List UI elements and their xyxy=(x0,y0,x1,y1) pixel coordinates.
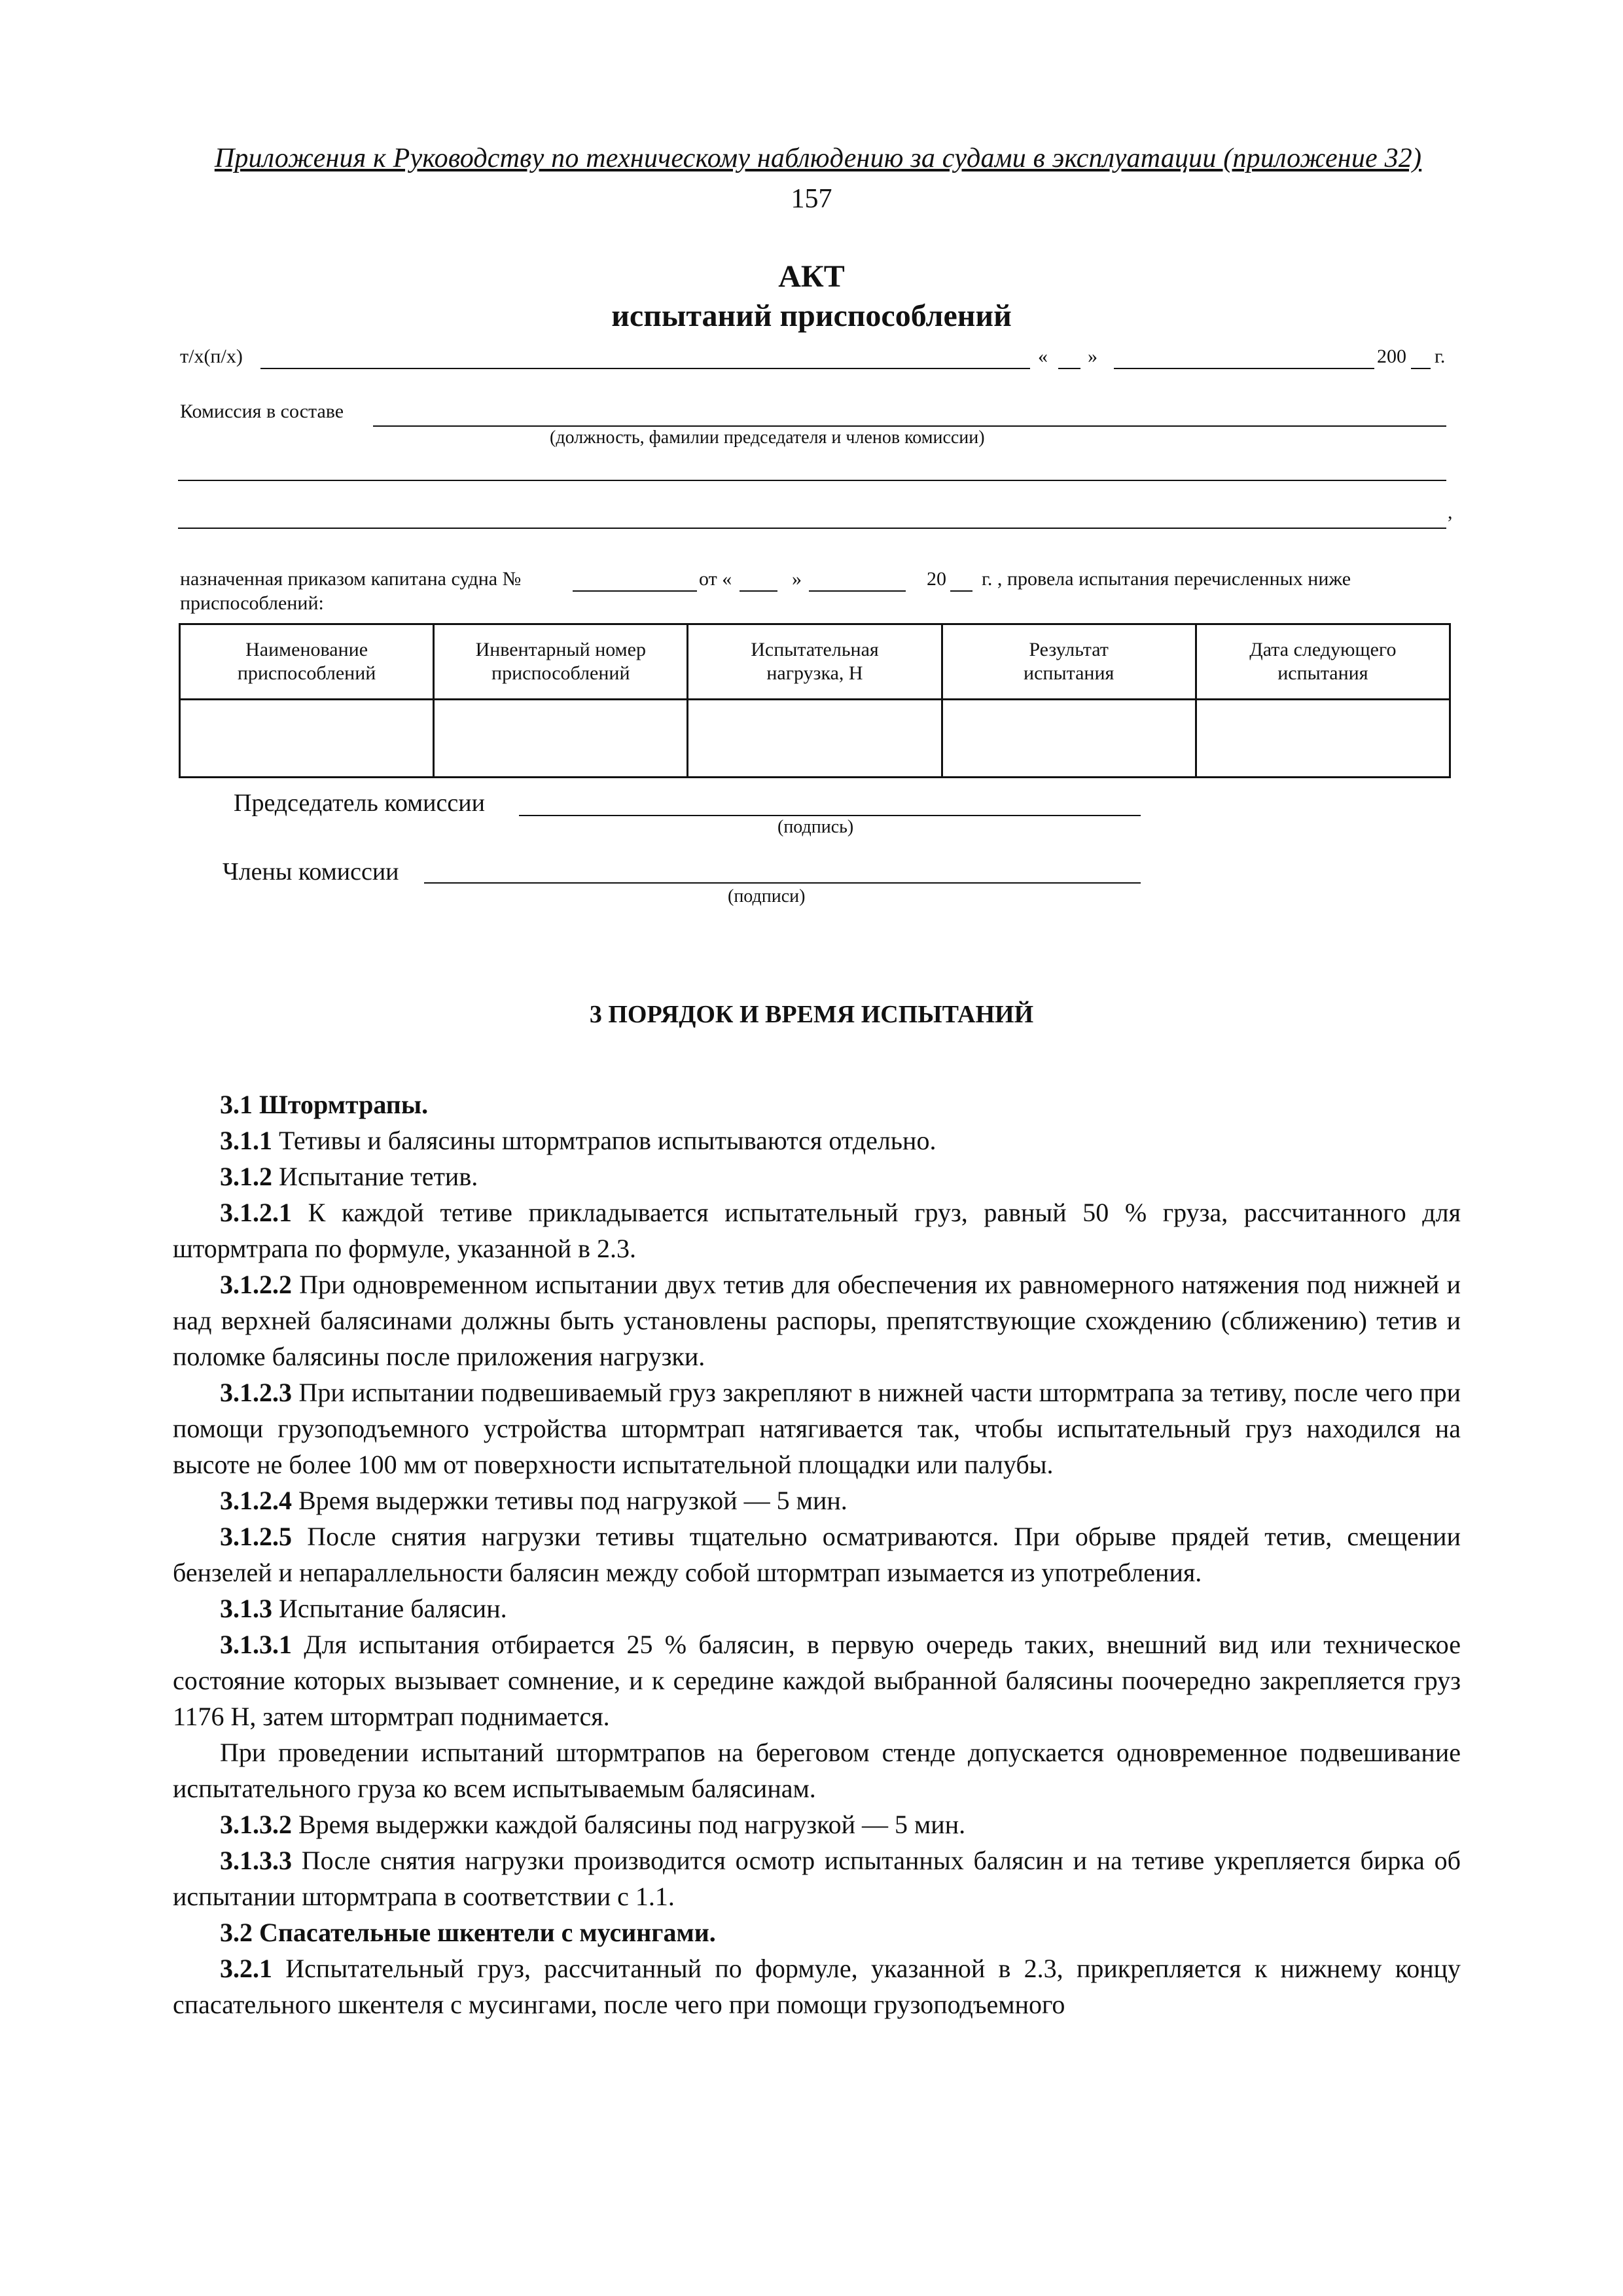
table-cell[interactable] xyxy=(942,700,1196,778)
order-text-e: г. , провела испытания перечисленных ниже xyxy=(982,568,1351,590)
paragraph-text: Время выдержки тетивы под нагрузкой — 5 мин. xyxy=(292,1486,847,1515)
paragraph xyxy=(173,1734,1461,1806)
paragraph xyxy=(173,1086,1461,1122)
table-cell[interactable] xyxy=(434,700,688,778)
document-subtitle: испытаний приспособлений xyxy=(611,298,1012,333)
paragraph-number: 3.1.2 xyxy=(220,1162,272,1191)
year-prefix: 200 xyxy=(1377,346,1406,367)
commission-label: Комиссия в составе xyxy=(180,401,344,422)
day-field[interactable] xyxy=(1058,368,1080,369)
paragraph-text: Тетивы и балясины штормтрапов испытываются отдельно. xyxy=(272,1126,936,1155)
paragraph xyxy=(173,1122,1461,1158)
order-text-c: » xyxy=(792,568,802,590)
paragraph xyxy=(173,1482,1461,1518)
paragraph xyxy=(173,1842,1461,1914)
paragraph-text: При испытании подвешиваемый груз закрепляют в нижней части штормтрапа за тетиву, после чего при помощи грузоподъемного устройства штормтрап натягивается так, чтобы испытательный груз находился на высоте не более 100 мм от поверхности испытательной площадки или палубы. xyxy=(173,1378,1461,1479)
col-header-next-date: Дата следующего испытания xyxy=(1196,624,1450,700)
paragraph-number: 3.2.1 xyxy=(220,1954,272,1983)
paragraph xyxy=(173,1950,1461,2022)
paragraph-number: 3.1.2.5 xyxy=(220,1522,292,1551)
vessel-label: т/х(п/х) xyxy=(180,346,243,367)
paragraph-text: Штормтрапы. xyxy=(253,1090,429,1119)
commission-field-2[interactable] xyxy=(178,480,1446,481)
chairman-label: Председатель комиссии xyxy=(234,789,485,817)
members-hint: (подписи) xyxy=(728,886,806,906)
paragraph-text: К каждой тетиве прикладывается испытательный груз, равный 50 % груза, рассчитанного для штормтрапа по формуле, указанной в 2.3. xyxy=(173,1198,1461,1263)
paragraph-text: Испытание балясин. xyxy=(272,1594,507,1623)
date-quote-open: « xyxy=(1038,346,1048,367)
table-header-row xyxy=(180,624,1450,700)
col-header-name: Наименование приспособлений xyxy=(180,624,434,700)
table-cell[interactable] xyxy=(1196,700,1450,778)
order-month-field[interactable] xyxy=(809,590,906,592)
paragraph-number: 3.1.1 xyxy=(220,1126,272,1155)
commission-field-3[interactable] xyxy=(178,528,1446,529)
paragraph xyxy=(173,1158,1461,1194)
paragraph xyxy=(173,1518,1461,1590)
order-text-d: 20 xyxy=(927,568,946,590)
paragraph-number: 3.1.2.2 xyxy=(220,1270,292,1299)
year-suffix: г. xyxy=(1435,346,1446,367)
paragraph-number: 3.1.3 xyxy=(220,1594,272,1623)
line-end-comma: , xyxy=(1448,501,1453,523)
paragraph xyxy=(173,1374,1461,1482)
paragraph xyxy=(173,1626,1461,1734)
commission-hint: (должность, фамилии председателя и членов комиссии) xyxy=(550,427,985,448)
order-year-field[interactable] xyxy=(950,590,972,592)
paragraph-text: Испытательный груз, рассчитанный по формуле, указанной в 2.3, прикрепляется к нижнему концу спасательного шкентеля с мусингами, после чего при помощи грузоподъемного xyxy=(173,1954,1461,2019)
col-header-result: Результат испытания xyxy=(942,624,1196,700)
chairman-hint: (подпись) xyxy=(777,817,854,837)
fixtures-table xyxy=(179,623,1451,778)
paragraph-text: Испытание тетив. xyxy=(272,1162,478,1191)
paragraph xyxy=(173,1194,1461,1266)
paragraph-text: При проведении испытаний штормтрапов на береговом стенде допускается одновременное подвешивание испытательного груза ко всем испытываемым балясинам. xyxy=(173,1738,1461,1803)
month-field[interactable] xyxy=(1114,368,1374,369)
paragraph-text: Время выдержки каждой балясины под нагрузкой — 5 мин. xyxy=(292,1810,966,1839)
paragraph-number: 3.1.2.3 xyxy=(220,1378,292,1407)
paragraph-number: 3.1 xyxy=(220,1090,253,1119)
paragraph-number: 3.1.2.1 xyxy=(220,1198,292,1227)
commission-field-1[interactable] xyxy=(373,425,1446,427)
paragraph xyxy=(173,1914,1461,1950)
paragraph xyxy=(173,1266,1461,1374)
order-text-f: приспособлений: xyxy=(180,592,324,614)
paragraph-number: 3.2 xyxy=(220,1918,253,1947)
col-header-load: Испытательная нагрузка, Н xyxy=(688,624,942,700)
body-text xyxy=(173,1086,1461,2022)
paragraph xyxy=(173,1806,1461,1842)
paragraph-text: При одновременном испытании двух тетив для обеспечения их равномерного натяжения под нижней и над верхней балясинами должны быть установлены распоры, препятствующие схождению (сближению) тетив и поломке балясины после приложения нагрузки. xyxy=(173,1270,1461,1371)
document-title: АКТ xyxy=(778,259,845,294)
paragraph-number: 3.1.2.4 xyxy=(220,1486,292,1515)
paragraph-text: Спасательные шкентели с мусингами. xyxy=(253,1918,716,1947)
col-header-inventory: Инвентарный номер приспособлений xyxy=(434,624,688,700)
table-cell[interactable] xyxy=(180,700,434,778)
paragraph-number: 3.1.3.3 xyxy=(220,1846,292,1875)
paragraph-text: Для испытания отбирается 25 % балясин, в первую очередь таких, внешний вид или техническое состояние которых вызывает сомнение, и к середине каждой выбранной балясины поочередно закрепляется груз 1176 Н, затем штормтрап поднимается. xyxy=(173,1630,1461,1731)
paragraph-number: 3.1.3.1 xyxy=(220,1630,292,1659)
paragraph xyxy=(173,1590,1461,1626)
order-day-field[interactable] xyxy=(740,590,777,592)
vessel-name-field[interactable] xyxy=(260,368,1030,369)
order-text-b: от « xyxy=(699,568,732,590)
members-label: Члены комиссии xyxy=(223,858,399,886)
paragraph-number: 3.1.3.2 xyxy=(220,1810,292,1839)
order-number-field[interactable] xyxy=(573,590,697,592)
members-signature-field[interactable] xyxy=(424,882,1141,884)
paragraph-text: После снятия нагрузки тетивы тщательно осматриваются. При обрыве прядей тетив, смещении бензелей и непараллельности балясин между собой штормтрап изымается из употребления. xyxy=(173,1522,1461,1587)
section-heading: 3 ПОРЯДОК И ВРЕМЯ ИСПЫТАНИЙ xyxy=(589,1001,1034,1028)
running-header: Приложения к Руководству по техническому наблюдению за судами в эксплуатации (приложение 32) xyxy=(214,143,1422,173)
page-number: 157 xyxy=(791,184,832,214)
table-cell[interactable] xyxy=(688,700,942,778)
date-quote-close: » xyxy=(1088,346,1097,367)
order-text-a: назначенная приказом капитана судна № xyxy=(180,568,522,590)
year-field[interactable] xyxy=(1411,368,1431,369)
chairman-signature-field[interactable] xyxy=(519,815,1141,816)
paragraph-text: После снятия нагрузки производится осмотр испытанных балясин и на тетиве укрепляется бирка об испытании штормтрапа в соответствии с 1.1. xyxy=(173,1846,1461,1911)
table-row xyxy=(180,700,1450,778)
